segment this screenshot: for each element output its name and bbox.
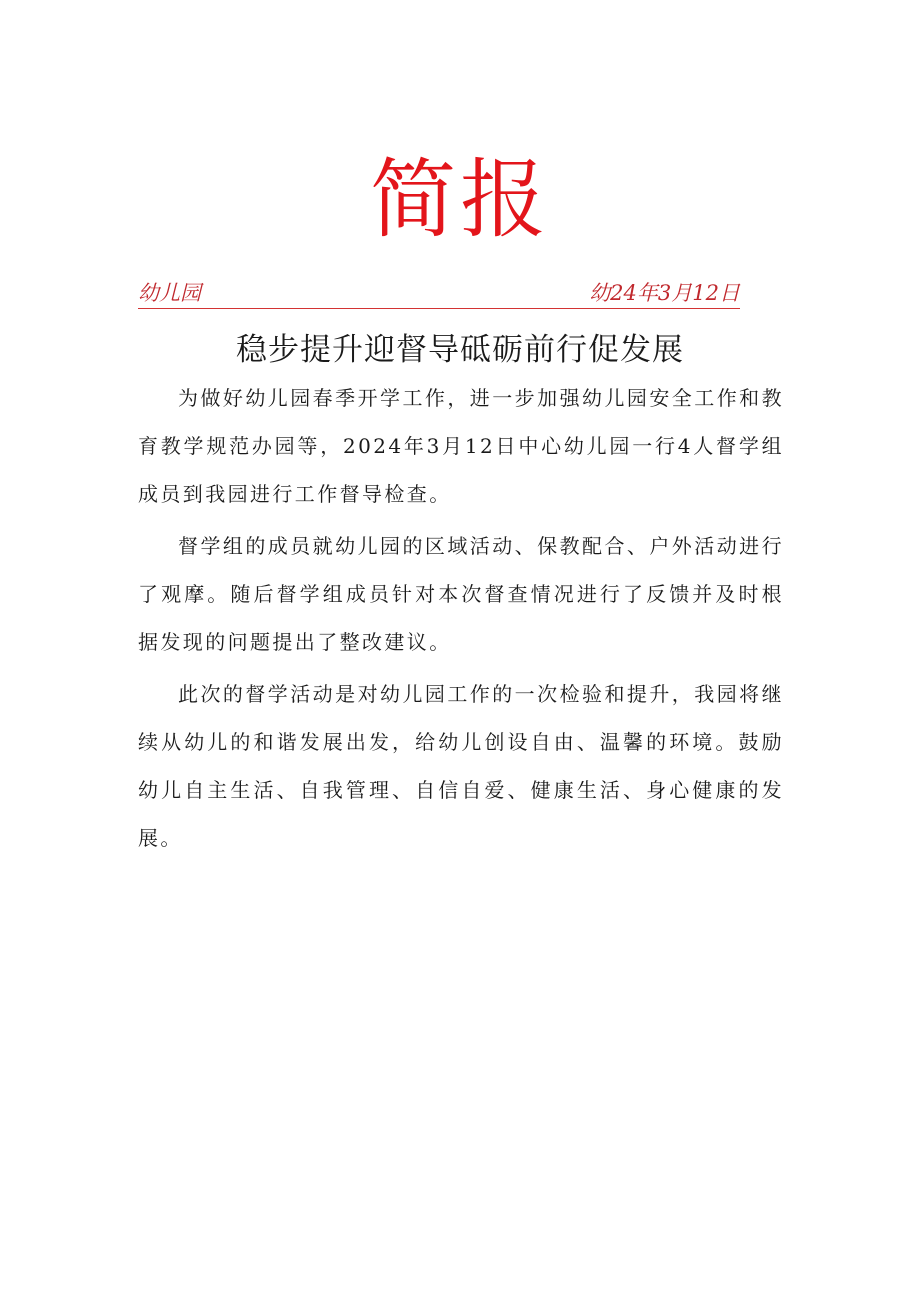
article-paragraph: 此次的督学活动是对幼儿园工作的一次检验和提升，我园将继续从幼儿的和谐发展出发，给幼儿创设自由、温馨的环境。鼓励幼儿自主生活、自我管理、自信自爱、健康生活、身心健康的发展。 [138, 682, 784, 850]
issue-line [138, 278, 740, 309]
article-headline: 稳步提升迎督导砥砺前行促发展 [236, 332, 684, 368]
article-paragraph: 为做好幼儿园春季开学工作，进一步加强幼儿园安全工作和教育教学规范办园等，2024年3月12日中心幼儿园一行4人督学组成员到我园进行工作督导检查。 [138, 386, 784, 506]
masthead-title: 简报 [370, 150, 550, 250]
issue-date: 幼24年3月12日 [589, 281, 740, 305]
article-paragraph: 督学组的成员就幼儿园的区域活动、保教配合、户外活动进行了观摩。随后督学组成员针对本次督查情况进行了反馈并及时根据发现的问题提出了整改建议。 [138, 534, 784, 654]
issuer-name: 幼儿园 [138, 281, 201, 305]
article-body [138, 374, 784, 866]
